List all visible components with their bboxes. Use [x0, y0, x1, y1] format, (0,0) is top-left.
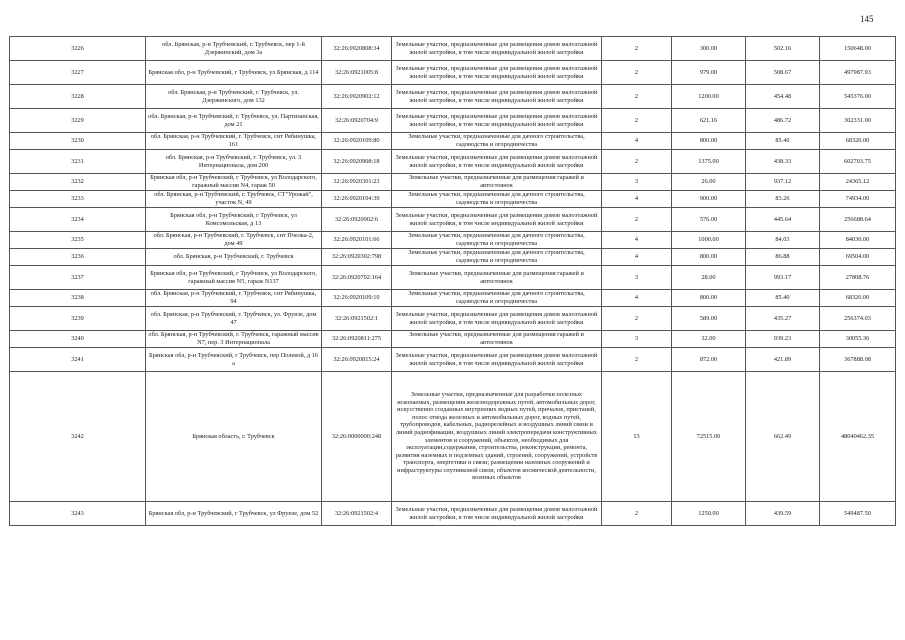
cadastral-value-cell: 69504.00 — [820, 249, 896, 266]
row-number-cell: 3234 — [10, 208, 146, 232]
address-cell: обл. Брянская, р-н Трубчевский, г. Трубчевск, снт Рябинушка, 94 — [146, 290, 322, 307]
address-cell: обл. Брянская, р-н Трубчевский, г. Трубчевск, снт Пчелка-2, дом 49 — [146, 232, 322, 249]
land-purpose-cell: Земельные участки, предназначенные для размещения домов малоэтажной жилой застройки, в том числе индивидуальной жилой застройки — [392, 85, 602, 109]
cadastral-value-cell: 30055.36 — [820, 331, 896, 348]
group-code-cell: 4 — [602, 133, 672, 150]
group-code-cell: 2 — [602, 109, 672, 133]
cadastral-number-cell: 32:26:0920811:275 — [322, 331, 392, 348]
group-code-cell: 3 — [602, 331, 672, 348]
row-number-cell: 3232 — [10, 174, 146, 191]
table-row — [10, 502, 896, 526]
area-cell: 576.00 — [672, 208, 746, 232]
address-cell: Брянская обл, р-н Трубчевский, г Трубчевск, ул Брянская, д 114 — [146, 61, 322, 85]
cadastral-number-cell: 32:26:0920908:18 — [322, 150, 392, 174]
group-code-cell: 2 — [602, 307, 672, 331]
address-cell: обл. Брянская, р-н Трубчевский, г. Трубчевск, ул. Фрунзе, дом 47 — [146, 307, 322, 331]
area-cell: 1200.00 — [672, 85, 746, 109]
row-number-cell: 3239 — [10, 307, 146, 331]
specific-value-cell: 486.72 — [746, 109, 820, 133]
address-cell: обл. Брянская, р-н Трубчевский, г. Трубчевск, СТ"Урожай", участок N, 49 — [146, 191, 322, 208]
area-cell: 800.00 — [672, 133, 746, 150]
specific-value-cell: 662.49 — [746, 372, 820, 502]
table-row — [10, 85, 896, 109]
specific-value-cell: 937.12 — [746, 174, 820, 191]
row-number-cell: 3227 — [10, 61, 146, 85]
cadastral-number-cell: 32:26:0920815:24 — [322, 348, 392, 372]
land-purpose-cell: Земельные участки, предназначенные для размещения домов малоэтажной жилой застройки, в том числе индивидуальной жилой застройки — [392, 109, 602, 133]
group-code-cell: 2 — [602, 502, 672, 526]
cadastral-number-cell: 32:26:0920808:34 — [322, 37, 392, 61]
cadastral-number-cell: 32:26:0920902:12 — [322, 85, 392, 109]
area-cell: 800.00 — [672, 249, 746, 266]
specific-value-cell: 85.40 — [746, 133, 820, 150]
address-cell: обл. Брянская, р-н Трубчевский, г. Трубчевск, гаражный массив N7, пер. 3 Интернационала — [146, 331, 322, 348]
address-cell: Брянская обл, р-н Трубчевский, г Трубчевск, пер Полевой, д 16 а — [146, 348, 322, 372]
area-cell: 1000.00 — [672, 232, 746, 249]
land-parcel-table — [9, 36, 896, 526]
cadastral-number-cell: 32:26:0921005:8 — [322, 61, 392, 85]
land-purpose-cell: Земельные участки, предназначенные для размещения домов малоэтажной жилой застройки, в том числе индивидуальной жилой застройки — [392, 307, 602, 331]
land-purpose-cell: Земельные участки, предназначенные для дачного строительства, садоводства и огородничества — [392, 249, 602, 266]
area-cell: 979.00 — [672, 61, 746, 85]
specific-value-cell: 86.88 — [746, 249, 820, 266]
group-code-cell: 2 — [602, 150, 672, 174]
group-code-cell: 2 — [602, 208, 672, 232]
address-cell: обл. Брянская, р-н Трубчевский, г. Трубчевск, ул. 3 Интернационала, дом 200 — [146, 150, 322, 174]
table-body — [10, 37, 896, 526]
row-number-cell: 3237 — [10, 266, 146, 290]
row-number-cell: 3238 — [10, 290, 146, 307]
specific-value-cell: 439.59 — [746, 502, 820, 526]
land-purpose-cell: Земельные участки, предназначенные для разработки полезных ископаемых, размещения железнодорожных путей, автомобильных дорог, искусственно созданных внутренних водных путей, причалов, пристаней, полос отвода железных и автомобильных дорог, водных путей, трубопроводов, кабельных, радиорелейных и воздушных линий связи и линий радиофикации, воздушных линий электропередачи конструктивных элементов и сооружений, объектов, необходимых для эксплуатации,содержания, строительства, реконструкции, ремонта, развития наземных и подземных зданий, строений, сооружений, устройств транспорта, энергетики и связи; размещения наземных сооружений и инфраструктуры спутниковой связи, объектов космической деятельности, военных объектов — [392, 372, 602, 502]
cadastral-number-cell: 32:26:0920104:39 — [322, 191, 392, 208]
land-purpose-cell: Земельные участки, предназначенные для размещения домов малоэтажной жилой застройки, в том числе индивидуальной жилой застройки — [392, 37, 602, 61]
specific-value-cell: 445.64 — [746, 208, 820, 232]
cadastral-value-cell: 367888.08 — [820, 348, 896, 372]
area-cell: 872.00 — [672, 348, 746, 372]
specific-value-cell: 84.03 — [746, 232, 820, 249]
group-code-cell: 2 — [602, 348, 672, 372]
address-cell: обл. Брянская, р-н Трубчевский, г. Трубчевск, пер 1-й Дзержинский, дом 3а — [146, 37, 322, 61]
specific-value-cell: 83.26 — [746, 191, 820, 208]
land-purpose-cell: Земельные участки, предназначенные для размещения домов малоэтажной жилой застройки, в том числе индивидуальной жилой застройки — [392, 502, 602, 526]
cadastral-value-cell: 48040462.35 — [820, 372, 896, 502]
address-cell: Брянская область, г. Трубчевск — [146, 372, 322, 502]
specific-value-cell: 454.48 — [746, 85, 820, 109]
cadastral-number-cell: 32:26:0920302:798 — [322, 249, 392, 266]
cadastral-value-cell: 74934.00 — [820, 191, 896, 208]
cadastral-value-cell: 27808.76 — [820, 266, 896, 290]
area-cell: 1375.00 — [672, 150, 746, 174]
address-cell: обл. Брянская, р-н Трубчевский, г. Трубчевск, снт Рябинушка, 161 — [146, 133, 322, 150]
specific-value-cell: 502.16 — [746, 37, 820, 61]
cadastral-number-cell: 32:26:0000000:248 — [322, 372, 392, 502]
cadastral-value-cell: 602703.75 — [820, 150, 896, 174]
cadastral-number-cell: 32:26:0920109:80 — [322, 133, 392, 150]
cadastral-number-cell: 32:26:0920704:9 — [322, 109, 392, 133]
address-cell: Брянская обл, р-н Трубчевский, г Трубчевск, ул Фрунзе, дом 52 — [146, 502, 322, 526]
area-cell: 26.00 — [672, 174, 746, 191]
row-number-cell: 3230 — [10, 133, 146, 150]
row-number-cell: 3233 — [10, 191, 146, 208]
table-row — [10, 109, 896, 133]
land-purpose-cell: Земельные участки, предназначенные для дачного строительства, садоводства и огородничества — [392, 290, 602, 307]
cadastral-value-cell: 256688.64 — [820, 208, 896, 232]
land-purpose-cell: Земельные участки, предназначенные для размещения домов малоэтажной жилой застройки, в том числе индивидуальной жилой застройки — [392, 208, 602, 232]
group-code-cell: 3 — [602, 174, 672, 191]
group-code-cell: 2 — [602, 37, 672, 61]
table-row — [10, 331, 896, 348]
table-row — [10, 307, 896, 331]
table-row — [10, 133, 896, 150]
group-code-cell: 3 — [602, 266, 672, 290]
address-cell: Брянская обл, р-н Трубчевский, г Трубчевск, ул Комсомольская, д 13 — [146, 208, 322, 232]
table-row — [10, 150, 896, 174]
table-row — [10, 37, 896, 61]
table-row — [10, 232, 896, 249]
row-number-cell: 3235 — [10, 232, 146, 249]
address-cell: обл. Брянская, р-н Трубчевский, г. Трубчевск — [146, 249, 322, 266]
area-cell: 589.00 — [672, 307, 746, 331]
cadastral-value-cell: 256374.03 — [820, 307, 896, 331]
row-number-cell: 3229 — [10, 109, 146, 133]
cadastral-value-cell: 24365.12 — [820, 174, 896, 191]
area-cell: 300.00 — [672, 37, 746, 61]
area-cell: 800.00 — [672, 290, 746, 307]
table-row — [10, 208, 896, 232]
table-row — [10, 348, 896, 372]
group-code-cell: 4 — [602, 232, 672, 249]
area-cell: 32.00 — [672, 331, 746, 348]
row-number-cell: 3241 — [10, 348, 146, 372]
cadastral-number-cell: 32:26:0920109:10 — [322, 290, 392, 307]
specific-value-cell: 421.89 — [746, 348, 820, 372]
area-cell: 72515.00 — [672, 372, 746, 502]
address-cell: Брянская обл, р-н Трубчевский, г Трубчевск, ул Володарского, гаражный массив N5, гараж N137 — [146, 266, 322, 290]
cadastral-value-cell: 302331.00 — [820, 109, 896, 133]
table-row — [10, 266, 896, 290]
area-cell: 900.00 — [672, 191, 746, 208]
area-cell: 1250.00 — [672, 502, 746, 526]
table-row — [10, 372, 896, 502]
row-number-cell: 3231 — [10, 150, 146, 174]
specific-value-cell: 993.17 — [746, 266, 820, 290]
land-purpose-cell: Земельные участки, предназначенные для размещения домов малоэтажной жилой застройки, в том числе индивидуальной жилой застройки — [392, 150, 602, 174]
table-row — [10, 290, 896, 307]
cadastral-number-cell: 32:26:0920902:6 — [322, 208, 392, 232]
row-number-cell: 3242 — [10, 372, 146, 502]
row-number-cell: 3240 — [10, 331, 146, 348]
cadastral-value-cell: 549487.50 — [820, 502, 896, 526]
row-number-cell: 3243 — [10, 502, 146, 526]
group-code-cell: 2 — [602, 85, 672, 109]
cadastral-number-cell: 32:26:0921502:1 — [322, 307, 392, 331]
cadastral-number-cell: 32:26:0921502:4 — [322, 502, 392, 526]
table-row — [10, 174, 896, 191]
specific-value-cell: 85.40 — [746, 290, 820, 307]
cadastral-value-cell: 545376.00 — [820, 85, 896, 109]
cadastral-value-cell: 68320.00 — [820, 133, 896, 150]
cadastral-number-cell: 32:26:0920301:23 — [322, 174, 392, 191]
specific-value-cell: 939.23 — [746, 331, 820, 348]
cadastral-number-cell: 32:26:0920101:66 — [322, 232, 392, 249]
group-code-cell: 13 — [602, 372, 672, 502]
table-row — [10, 61, 896, 85]
group-code-cell: 4 — [602, 290, 672, 307]
land-purpose-cell: Земельные участки, предназначенные для дачного строительства, садоводства и огородничества — [392, 191, 602, 208]
address-cell: Брянская обл, р-н Трубчевский, г Трубчевск, ул Володарского, гаражный массив N4, гараж 50 — [146, 174, 322, 191]
land-purpose-cell: Земельные участки, предназначенные для дачного строительства, садоводства и огородничества — [392, 133, 602, 150]
row-number-cell: 3228 — [10, 85, 146, 109]
cadastral-number-cell: 32:26:0920702:164 — [322, 266, 392, 290]
group-code-cell: 2 — [602, 61, 672, 85]
land-purpose-cell: Земельные участки, предназначенные для размещения гаражей и автостоянок — [392, 174, 602, 191]
land-purpose-cell: Земельные участки, предназначенные для размещения домов малоэтажной жилой застройки, в том числе индивидуальной жилой застройки — [392, 348, 602, 372]
address-cell: обл. Брянская, р-н Трубчевский, г. Трубчевск, ул. Партизанская, дом 21 — [146, 109, 322, 133]
land-purpose-cell: Земельные участки, предназначенные для размещения гаражей и автостоянок — [392, 331, 602, 348]
cadastral-value-cell: 497987.93 — [820, 61, 896, 85]
row-number-cell: 3226 — [10, 37, 146, 61]
group-code-cell: 4 — [602, 191, 672, 208]
address-cell: обл. Брянская, р-н Трубчевский, г. Трубчевск, ул. Дзержинского, дом 132 — [146, 85, 322, 109]
cadastral-value-cell: 150648.00 — [820, 37, 896, 61]
specific-value-cell: 438.33 — [746, 150, 820, 174]
page-number: 145 — [860, 14, 874, 24]
table-row — [10, 249, 896, 266]
table-row — [10, 191, 896, 208]
specific-value-cell: 508.67 — [746, 61, 820, 85]
land-purpose-cell: Земельные участки, предназначенные для размещения домов малоэтажной жилой застройки, в том числе индивидуальной жилой застройки — [392, 61, 602, 85]
land-purpose-cell: Земельные участки, предназначенные для дачного строительства, садоводства и огородничества — [392, 232, 602, 249]
area-cell: 621.16 — [672, 109, 746, 133]
row-number-cell: 3236 — [10, 249, 146, 266]
cadastral-value-cell: 68320.00 — [820, 290, 896, 307]
group-code-cell: 4 — [602, 249, 672, 266]
cadastral-value-cell: 84030.00 — [820, 232, 896, 249]
area-cell: 28.00 — [672, 266, 746, 290]
specific-value-cell: 435.27 — [746, 307, 820, 331]
land-purpose-cell: Земельные участки, предназначенные для размещения гаражей и автостоянок — [392, 266, 602, 290]
